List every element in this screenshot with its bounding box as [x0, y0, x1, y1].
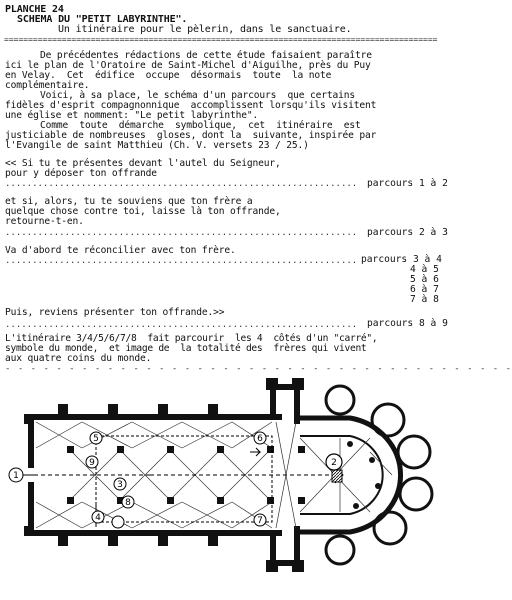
dotted-leader: ................................................................. [5, 320, 358, 330]
marker-1: 1 [13, 471, 19, 481]
marker-7: 7 [257, 516, 263, 526]
marker-3: 3 [117, 480, 123, 490]
verse-line: Va d'abord te réconcilier avec ton frère. [5, 245, 236, 256]
verse-line: Puis, reviens présenter ton offrande.>> [5, 307, 225, 318]
verse-line: pour y déposer ton offrande [5, 168, 157, 179]
plate-title: SCHEMA DU "PETIT LABYRINTHE". [17, 14, 188, 25]
parcours-label: parcours 2 à 3 [367, 227, 448, 238]
dashed-rule: - - - - - - - - - - - - - - - - - - - - - - - - - - - - - - - - - - - - - - - - [5, 364, 512, 374]
intro-line: justiciable de nombreuses gloses, dont la suivante, inspirée par [5, 130, 377, 141]
altar [332, 470, 342, 482]
marker-2: 2 [331, 458, 337, 468]
intro-line: Comme toute démarche symbolique, cet itinéraire est [40, 120, 361, 131]
marker-8: 8 [125, 498, 131, 508]
double-rule: ========================================================================================== [4, 35, 438, 44]
church-floor-plan [0, 352, 512, 600]
plate-subtitle: Un itinéraire pour le pèlerin, dans le sanctuaire. [58, 24, 352, 35]
marker-4: 4 [95, 513, 101, 523]
parcours-step: 5 à 6 [410, 274, 439, 285]
conclusion-line: aux quatre coins du monde. [5, 353, 152, 364]
parcours-label: parcours 1 à 2 [367, 178, 448, 189]
verse-line: << Si tu te présentes devant l'autel du Seigneur, [5, 158, 281, 169]
intro-line: en Velay. Cet édifice occupe désormais toute la note [5, 70, 332, 81]
plate-number: PLANCHE 24 [5, 4, 64, 15]
parcours-label: parcours 3 à 4 [361, 254, 442, 265]
dotted-leader: ................................................................. [5, 228, 358, 238]
itinerary-path [18, 436, 343, 527]
conclusion-line: L'itinéraire 3/4/5/6/7/8 fait parcourir les 4 côtés d'un "carré", [5, 333, 378, 344]
intro-line: complémentaire. [5, 80, 90, 91]
marker-5: 5 [93, 434, 99, 444]
intro-line: De précédentes rédactions de cette étude faisaient paraître [40, 50, 372, 61]
intro-line: Voici, à sa place, le schéma d'un parcours que certains [40, 90, 356, 101]
intro-line: une église et nomment: "Le petit labyrinthe". [5, 110, 259, 121]
dotted-leader: ................................................................. [5, 256, 358, 266]
intro-line: l'Evangile de saint Matthieu (Ch. V. versets 23 / 25.) [5, 140, 309, 151]
conclusion-line: symbole du monde, et image de la totalité des frères qui vivent [5, 343, 367, 354]
verse-line: et si, alors, tu te souviens que ton frère a [5, 196, 253, 207]
dotted-leader: ................................................................. [5, 179, 358, 189]
intro-line: ici le plan de l'Oratoire de Saint-Michel d'Aiguilhe, près du Puy [5, 60, 371, 71]
verse-line: quelque chose contre toi, laisse là ton offrande, [5, 206, 281, 217]
parcours-label: parcours 8 à 9 [367, 318, 448, 329]
marker-9: 9 [89, 458, 95, 468]
marker-6: 6 [257, 434, 263, 444]
parcours-step: 4 à 5 [410, 264, 439, 275]
verse-line: retourne-t-en. [5, 216, 84, 227]
intro-line: fidèles d'esprit compagnonnique accomplissent lorsqu'ils visitent [5, 100, 377, 111]
parcours-step: 6 à 7 [410, 284, 439, 295]
parcours-step: 7 à 8 [410, 294, 439, 305]
